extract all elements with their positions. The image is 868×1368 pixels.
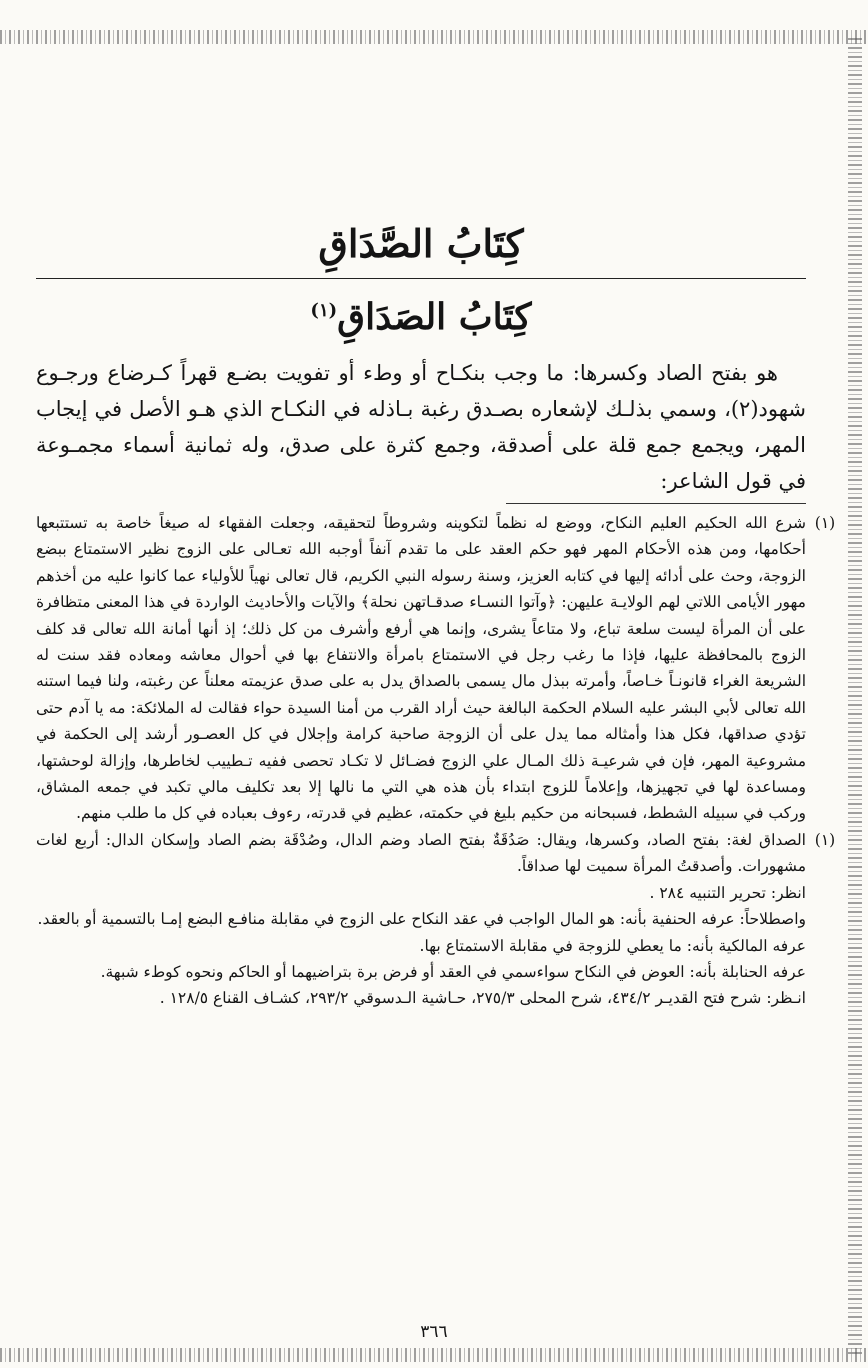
chapter-title: كِتَابُ الصَّدَاقِ	[318, 221, 524, 266]
page-content	[36, 214, 836, 1012]
section-title	[36, 283, 806, 345]
footnote-2-number: (١)	[814, 830, 836, 849]
footnote-2-line: الصداق لغة: بفتح الصاد، وكسرها، ويقال: صَدُقَةٌ بفتح الصاد وضم الدال، وصُدْقَة بضم الصاد وإسكان الدال: أربع لغات مشهورات. وأصدقتُ المرأة سميت لها صداقاً.	[36, 830, 806, 876]
main-paragraph: هو بفتح الصاد وكسرها: ما وجب بنكـاح أو وطء أو تفويت بضـع قهراً كـرضاع ورجـوع شهود(٢)، وسمي بذلـك لإشعاره بصـدق رغبة بـاذله في النكـاح الذي هـو الأصل في إيجاب المهر، ويجمع جمع قلة على أصدقة، وجمع كثرة على صدق، وله ثمانية أسماء مجمـوعة في قول الشاعر:	[36, 361, 806, 493]
section-title-footnote-ref: (١)	[310, 300, 338, 321]
footnote-2-line: انـظر: شرح فتح القديـر ٤٣٤/٢، شرح المحلى ٢٧٥/٣، حـاشية الـدسوقي ٢٩٣/٢، كشـاف القناع ١٢٨/٥ .	[159, 989, 806, 1008]
top-ornament-border	[0, 30, 868, 44]
footnote-2-line: واصطلاحاً: عرفه الحنفية بأنه: هو المال الواجب في عقد النكاح على الزوج في مقابلة منافـع البضع إمـا بالتسمية أو بالعقد.	[37, 910, 806, 929]
footnote-2-line: انظر: تحرير التنبيه ٢٨٤ .	[649, 883, 806, 902]
footnote-1	[36, 510, 836, 827]
footnote-1-text: شرع الله الحكيم العليم النكاح، ووضع له نظماً لتكوينه وشروطاً لتحقيقه، وجعلت الفقهاء له صيغاً خاصة به تستتبعها أحكامها، ومن هذه الأحكام المهر فهو حكم العقد على ما تقدم آنفاً أوجبه الله تعـالى على الزوج نظير الاستمتاع ببضع الزوجة، وحث على أدائه إليها في كتابه العزيز، وسنة رسوله النبي الكريم، قال تعالى نهياً للأولياء عما كانوا عليه من أخذهم مهور الأيامى اللاتي لهم الولايـة عليهن: ﴿وآتوا النسـاء صدقـاتهن نحلة﴾ والآيات والأحاديث الواردة في هذا المعنى متظافرة على أن المرأة ليست سلعة تباع، ولا متاعاً يشرى، وإنما هي أرفع وأشرف من كل ذلك؛ إذ أنها أمانة الله تعالى قد كلف الزوج بالمحافظة عليها، فإذا ما رغب رجل في الاستمتاع بامرأة والانتفاع بها في أحوال معاشه ومعاده فقد سنت له الشريعة الغراء قانونـاً خـاصاً، وأمرته ببذل مال يسمى بالصداق يدل به على صدق عزيمته معلناً عن رغبته، ولنا فيما استنه الله تعالى لأبي البشر عليه السلام الحكمة البالغة حيث أراد القرب من أمنا السيدة حواء فقالت له الملائكة: مه يا آدم حتى تؤدي صداقها، فكل هذا وأمثاله مما يدل على أن الزوجة صاحبة كرامة وإجلال في كل العصـور أرشد إلى الحكمة في مشروعية المهر، فإن في شرعيـة ذلك المـال علي الزوج فضـائل لا تكـاد تحصى ففيه تـطييب لخاطرها، وإزالة لوحشتها، ومساعدة لها في تجهيزها، وإعلاماً للزوج ابتداء بأن هذه هي التي ما نالها إلا بعد تكليف مالي تكبد في جمعه المشاق، وركب في سبيله الشطط، فسبحانه من حكيم بليغ في حكمته، عظيم في قدرته، رءوف بعباده في كل ما طلب منهم.	[36, 514, 807, 823]
section-title-text: كِتَابُ الصَدَاقِ	[337, 296, 532, 338]
title-divider	[36, 278, 806, 279]
footnote-divider	[506, 503, 806, 504]
page-number: ٣٦٦	[420, 1322, 448, 1342]
footnote-2	[36, 827, 836, 1012]
right-ornament-border	[848, 38, 862, 1354]
footnote-1-number: (١)	[814, 514, 836, 532]
bottom-ornament-border	[0, 1348, 868, 1362]
footnote-2-line: عرفه المالكية بأنه: ما يعطي للزوجة في مقابلة الاستمتاع بها.	[419, 936, 806, 955]
footnote-2-line: عرفه الحنابلة بأنه: العوض في النكاح سواءسمي في العقد أو فرض برة بتراضيهما أو الحاكم ونحوه كوطء شبهة.	[100, 962, 806, 981]
